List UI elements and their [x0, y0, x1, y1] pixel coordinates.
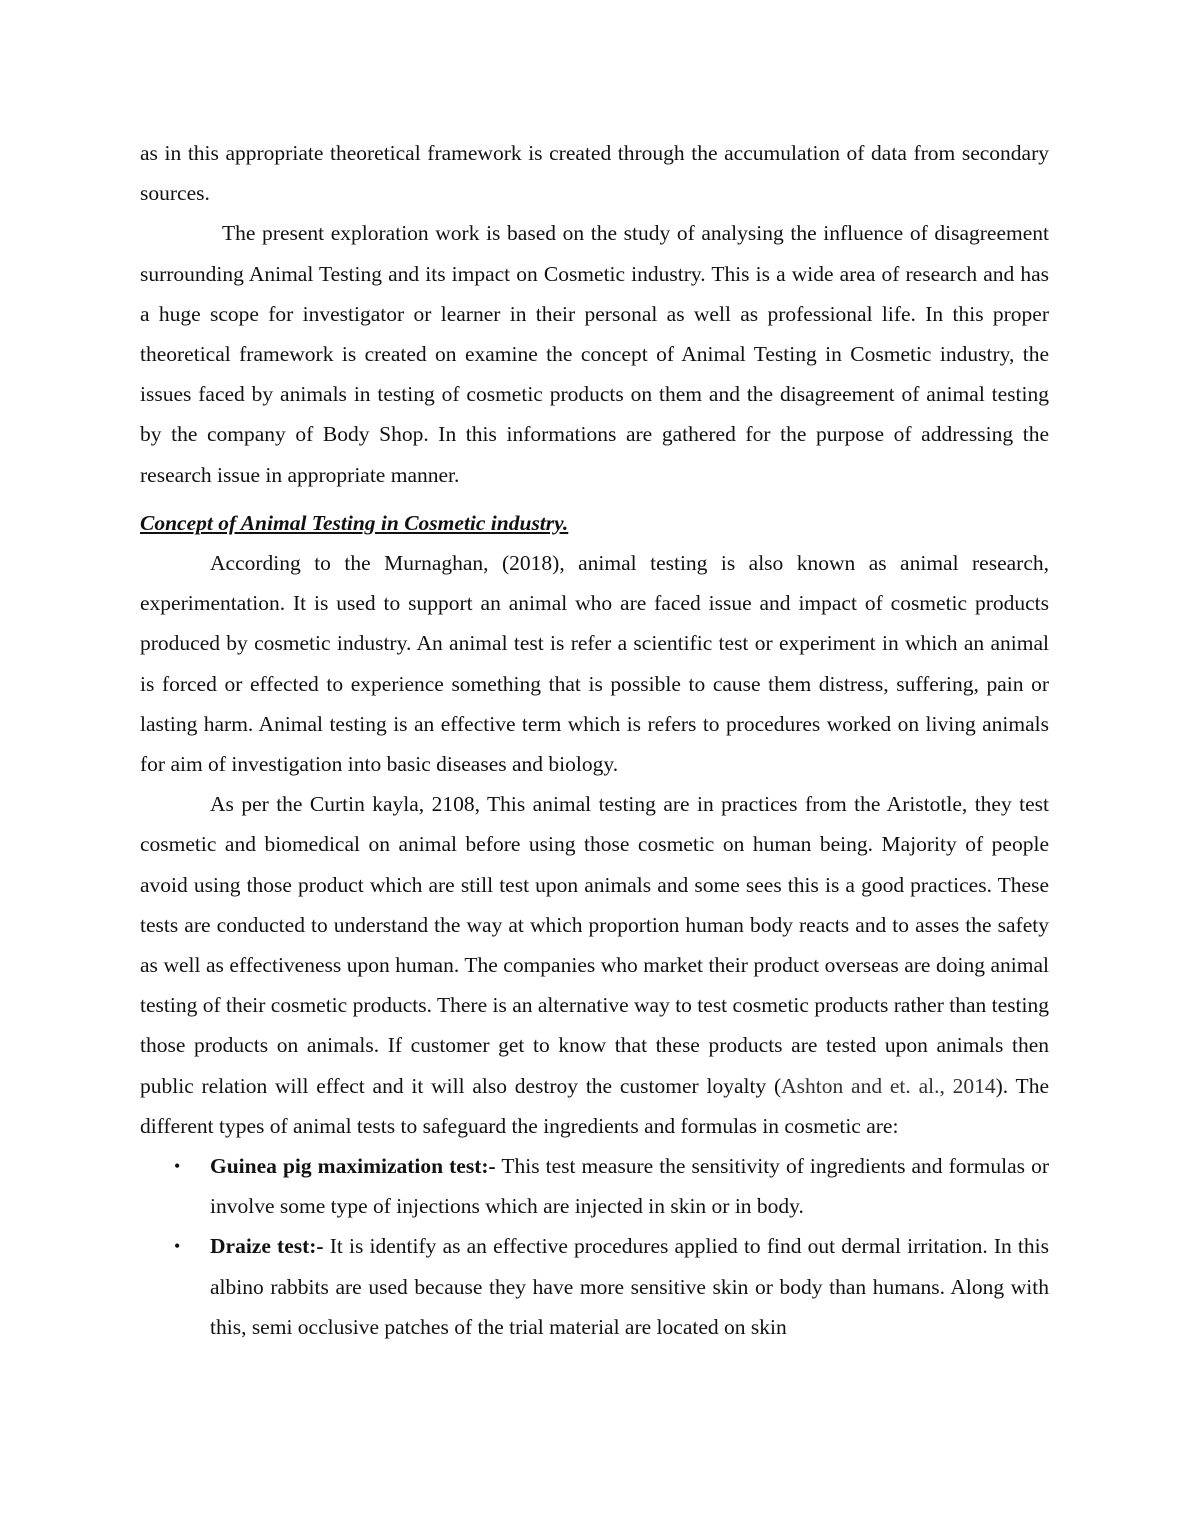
section-heading: Concept of Animal Testing in Cosmetic industry. — [140, 510, 569, 535]
animal-test-list — [140, 1146, 1049, 1347]
bullet-icon: • — [174, 1236, 181, 1257]
paragraph-research-scope: The present exploration work is based on the study of analysing the influence of disagreement surrounding Animal Testing and its impact on Cosmetic industry. This is a wide area of research and has a huge scope for investigator or learner in their personal as well as professional life. In this proper theoretical framework is created on examine the concept of Animal Testing in Cosmetic industry, the issues faced by animals in testing of cosmetic products on them and the disagreement of animal testing by the company of Body Shop. In this informations are gathered for the purpose of addressing the research issue in appropriate manner. — [140, 221, 1049, 487]
citation-ashton: Ashton and et. al., 2014 — [781, 1073, 996, 1098]
list-item-term: Draize test:- — [210, 1234, 324, 1259]
paragraph-murnaghan: According to the Murnaghan, (2018), animal testing is also known as animal research, experimentation. It is used to support an animal who are faced issue and impact of cosmetic products produced by cosmetic industry. An animal test is refer a scientific test or experiment in which an animal is forced or effected to experience something that is possible to cause them distress, suffering, pain or lasting harm. Animal testing is an effective term which is refers to procedures worked on living animals for aim of investigation into basic diseases and biology. — [140, 551, 1049, 777]
list-item-text: This test measure the sensitivity of ingredients and formulas or involve some type of injections which are injected in skin or in body. — [210, 1154, 1049, 1219]
bullet-icon: • — [174, 1156, 181, 1177]
paragraph-curtin-tail: ). The different types of animal tests to safeguard the ingredients and formulas in cosmetic are: — [140, 1073, 1049, 1138]
paragraph-curtin — [140, 784, 1049, 1146]
paragraph-curtin-text: As per the Curtin kayla, 2108, This animal testing are in practices from the Aristotle, they test cosmetic and biomedical on animal before using those cosmetic on human being. Majority of people avoid using those product which are still test upon animals and some sees this is a good practices. These tests are conducted to understand the way at which proportion human body reacts and to asses the safety as well as effectiveness upon human. The companies who market their product overseas are doing animal testing of their cosmetic products. There is an alternative way to test cosmetic products rather than testing those products on animals. If customer get to know that these products are tested upon animals then public relation will effect and it will also destroy the customer loyalty ( — [140, 792, 1049, 1098]
list-item-term: Guinea pig maximization test:- — [210, 1154, 496, 1179]
list-item — [140, 1226, 1049, 1347]
list-item-text: It is identify as an effective procedures applied to find out dermal irritation. In this albino rabbits are used because they have more sensitive skin or body than humans. Along with this, semi occlusive patches of the trial material are located on skin — [210, 1234, 1049, 1339]
document-page — [140, 133, 1049, 1347]
paragraph-intro-continuation: as in this appropriate theoretical framework is created through the accumulation of data from secondary sources. — [140, 141, 1049, 206]
list-item — [140, 1146, 1049, 1226]
